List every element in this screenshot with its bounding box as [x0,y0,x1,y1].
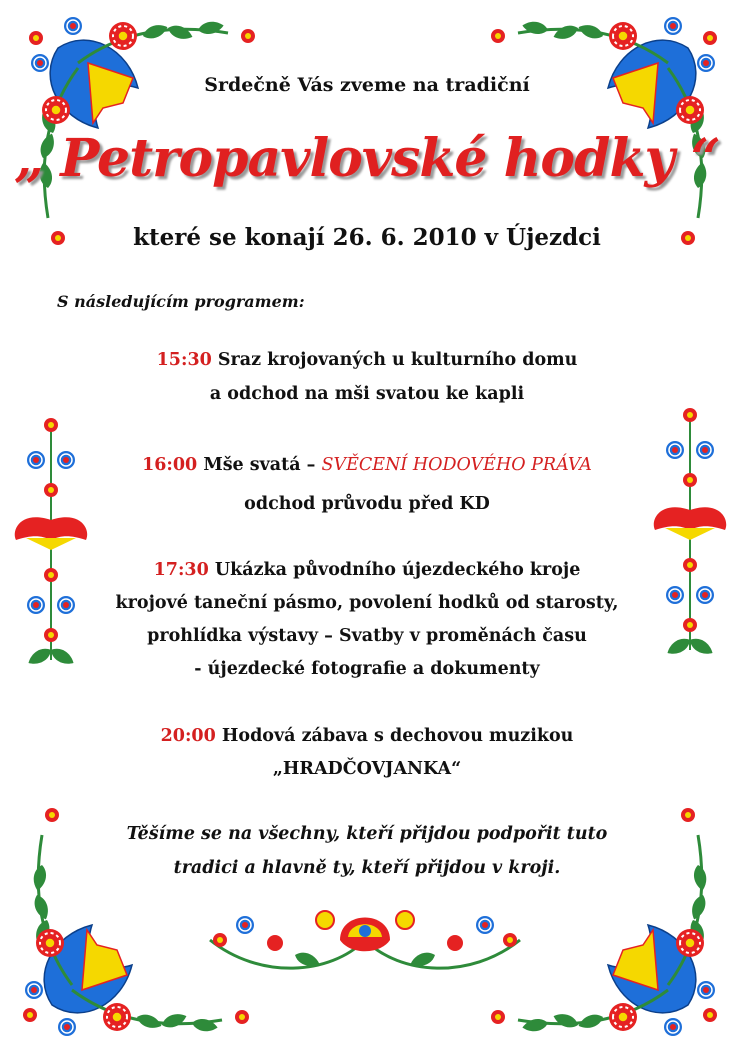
side-ornament-right [645,400,734,660]
invitation-intro: Srdečně Vás zveme na tradiční [204,74,530,96]
program-highlight: SVĚCENÍ HODOVÉHO PRÁVA [321,455,592,475]
program-line: - újezdecké fotografie a dokumenty [194,659,540,679]
event-date-place: které se konají 26. 6. 2010 v Újezdci [133,224,601,251]
program-time: 15:30 [156,350,212,370]
bottom-center-ornament [200,895,530,980]
program-label: S následujícím programem: [57,292,305,311]
program-item-1600 [0,455,734,475]
program-line: prohlídka výstavy – Svatby v proměnách času [147,626,587,646]
program-time: 20:00 [160,726,216,746]
program-line: „HRADČOVJANKA“ [272,759,462,779]
program-time: 17:30 [153,560,209,580]
program-text: Mše svatá – [203,455,322,475]
program-text: Ukázka původního újezdeckého kroje [214,560,581,580]
program-line: odchod průvodu před KD [244,494,490,514]
program-time: 16:00 [142,455,198,475]
closing-line: Těšíme se na všechny, kteří přijdou podpořit tuto [126,824,608,844]
event-title: „ Petropavlovské hodky “ [14,128,720,189]
program-text: Sraz krojovaných u kulturního domu [217,350,578,370]
program-item-2000 [0,726,734,746]
closing-line: tradici a hlavně ty, kteří přijdou v kroji. [173,858,561,878]
program-text: Hodová zábava s dechovou muzikou [221,726,574,746]
program-line: krojové taneční pásmo, povolení hodků od starosty, [115,593,619,613]
program-item-1530 [0,350,734,370]
program-line: a odchod na mši svatou ke kapli [209,384,525,404]
program-item-1730 [0,560,734,580]
